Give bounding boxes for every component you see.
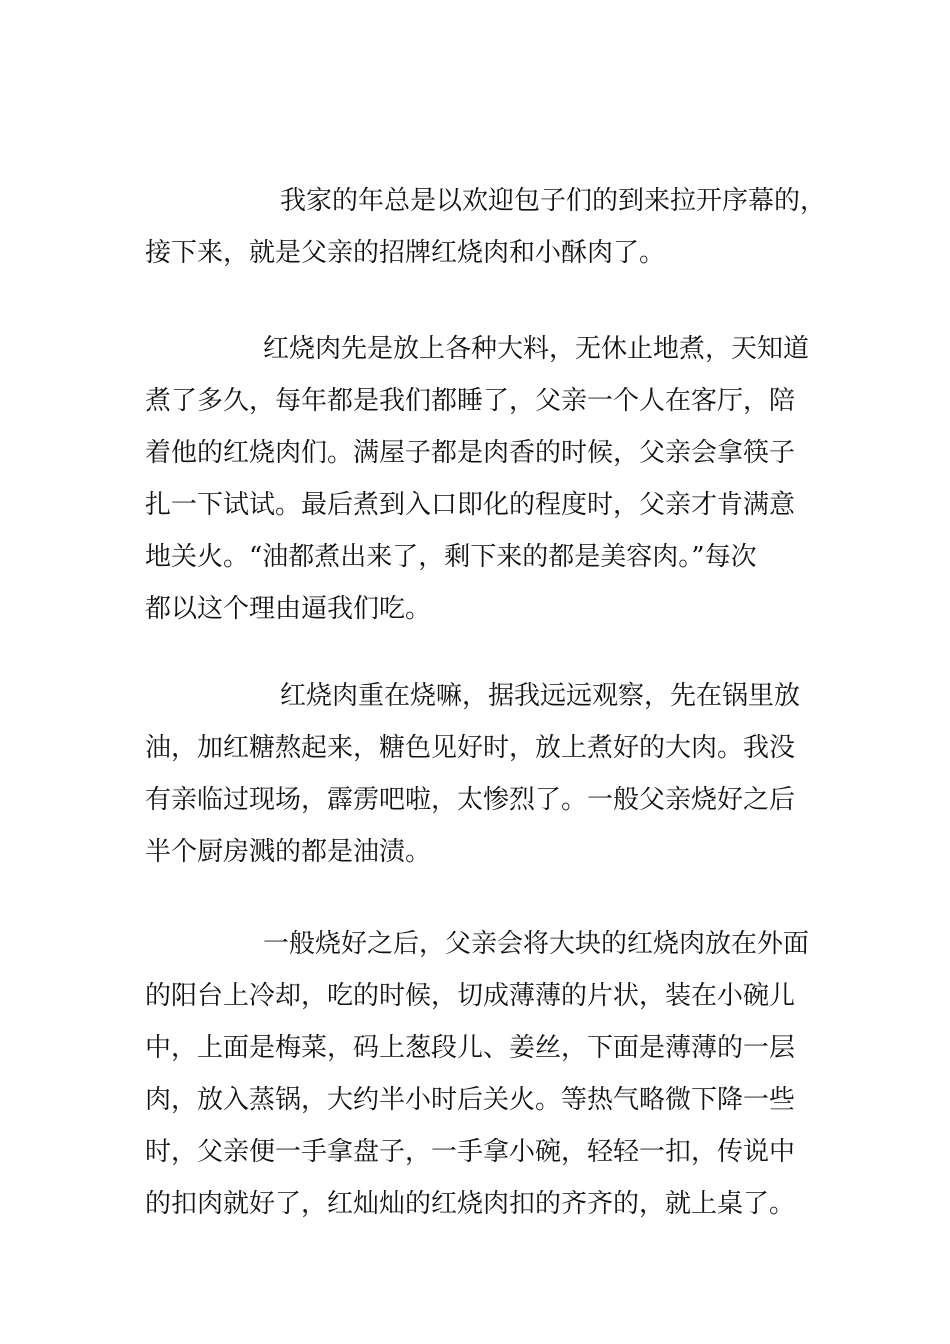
paragraph-line: 有亲临过现场，霹雳吧啦，太惨烈了。一般父亲烧好之后 — [145, 785, 796, 815]
paragraph-line: 红烧肉先是放上各种大料，无休止地煮，天知道 — [263, 334, 810, 364]
paragraph-line: 半个厨房溅的都是油渍。 — [145, 837, 432, 867]
paragraph-line: 扎一下试试。最后煮到入口即化的程度时，父亲才肯满意 — [145, 490, 796, 520]
paragraph-line: 一般烧好之后，父亲会将大块的红烧肉放在外面 — [263, 929, 810, 959]
paragraph-line: 的扣肉就好了，红灿灿的红烧肉扣的齐齐的，就上桌了。 — [145, 1189, 796, 1219]
paragraph-line: 油，加红糖熬起来，糖色见好时，放上煮好的大肉。我没 — [145, 733, 796, 763]
paragraph-line: 中，上面是梅菜，码上葱段儿、姜丝，下面是薄薄的一层 — [145, 1033, 796, 1063]
paragraph-line: 接下来，就是父亲的招牌红烧肉和小酥肉了。 — [145, 238, 666, 268]
paragraph-4 — [145, 918, 825, 1230]
paragraph-1 — [145, 175, 825, 279]
paragraph-line: 都以这个理由逼我们吃。 — [145, 594, 432, 624]
paragraph-line: 我家的年总是以欢迎包子们的到来拉开序幕的， — [280, 186, 827, 216]
paragraph-2 — [145, 323, 825, 635]
paragraph-line: 肉，放入蒸锅，大约半小时后关火。等热气略微下降一些 — [145, 1085, 796, 1115]
paragraph-line: 煮了多久，每年都是我们都睡了，父亲一个人在客厅，陪 — [145, 386, 796, 416]
paragraph-line: 时，父亲便一手拿盘子，一手拿小碗，轻轻一扣，传说中 — [145, 1137, 796, 1167]
paragraph-line: 红烧肉重在烧嘛，据我远远观察，先在锅里放 — [280, 681, 801, 711]
paragraph-line: 的阳台上冷却，吃的时候，切成薄薄的片状，装在小碗儿 — [145, 981, 796, 1011]
paragraph-line: 地关火。“油都煮出来了，剩下来的都是美容肉。”每次 — [145, 542, 757, 572]
paragraph-3 — [145, 670, 825, 878]
paragraph-line: 着他的红烧肉们。满屋子都是肉香的时候，父亲会拿筷子 — [145, 438, 796, 468]
